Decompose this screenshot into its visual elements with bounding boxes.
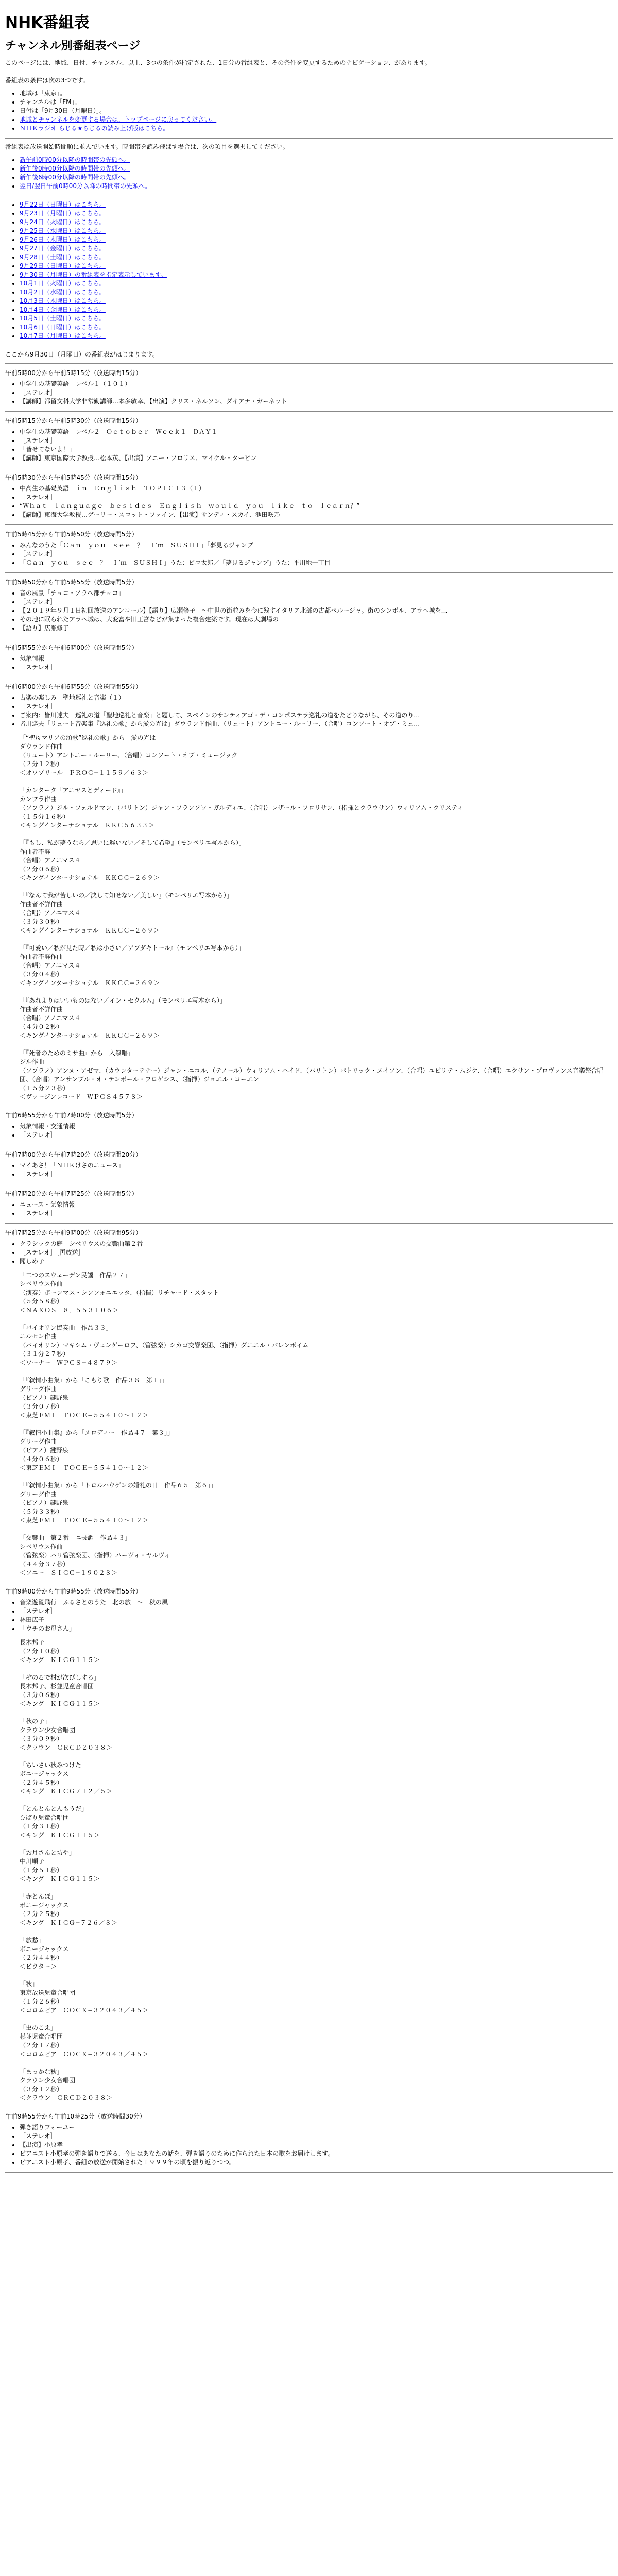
program-info: • 「ウチのお母さん」 xyxy=(20,1624,613,1633)
program-time: 午前9時00分から午前9時55分（放送時間55分） xyxy=(5,1588,142,1595)
program-info: • ［ステレオ］ xyxy=(20,436,613,445)
program-title: • 音の風景「チョコ・アラへ都チョコ」 xyxy=(20,589,613,598)
program-info: • 【２０１９年９月１日初回放送のアンコール】【語り】広瀬修子 〜中世の街並みを今に残すイタリア北部の古都ペルージャ。街のシンボル、アラへ城を… xyxy=(20,606,613,615)
date-link[interactable]: 10月7日（月曜日）はこちら。 xyxy=(20,332,106,340)
date-item xyxy=(20,306,613,314)
divider xyxy=(5,572,613,573)
program-details xyxy=(5,1161,613,1179)
program-title: • 気象情報・交通情報 xyxy=(20,1122,613,1131)
date-link[interactable]: 9月25日（水曜日）はこちら。 xyxy=(20,227,106,234)
top-page-link[interactable]: 地域とチャンネルを変更する場合は、トップページに戻ってください。 xyxy=(20,116,217,123)
program-details xyxy=(5,589,613,633)
divider xyxy=(5,363,613,364)
condition-item: • 日付は「9月30日（月曜日）」。 xyxy=(20,107,613,115)
divider xyxy=(5,2172,613,2173)
program-title: • 古楽の楽しみ 聖地巡礼と音楽（１） xyxy=(20,693,613,702)
program-info: • 「Ｃａｎ ｙｏｕ ｓｅｅ ？ Ｉ’ｍ ＳＵＳＨＩ」うた：ピコ太郎／「夢見るジャンプ」うた：平川地一丁目 xyxy=(20,558,613,567)
date-link[interactable]: 10月4日（金曜日）はこちら。 xyxy=(20,306,106,313)
program-music-detail: 「二つのスウェーデン民謡 作品２７」 シベリウス作曲 （演奏）ボーンマス・シンフォニエッタ、（指揮）リチャード・スタット （５分５８秒） ＜ＮＡＸＯＳ ８．５５３１０６＞ 「バイオリン協奏曲 作品３３」 ニルセン作曲 （バイオリン）マキシム・ヴェンゲーロフ、（管弦楽）シカゴ交響楽団、（指揮）ダニエル・バレンボイム （３１分２７秒） ＜ワーナー ＷＰＣＳ−４８７９＞ 「『叙情小曲集』から「こもり歌 作品３８ 第１」」 グリーグ作曲 （ピアノ）鍵野泉 （３分０７秒） ＜東芝ＥＭＩ ＴＯＣＥ−５５４１０〜１２＞ 「『叙情小曲集』から「メロディー 作品４７ 第３」」 グリーグ作曲 （ピアノ）鍵野泉 （４分０６秒） ＜東芝ＥＭＩ ＴＯＣＥ−５５４１０〜１２＞ 「『叙情小曲集』から「トロルハウゲンの婚礼の日 作品６５ 第６」」 グリーグ作曲 （ピアノ）鍵野泉 （５分３３秒） ＜東芝ＥＭＩ ＴＯＣＥ−５５４１０〜１２＞ 「交響曲 第２番 ニ長調 作品４３」 シベリウス作曲 （管弦楽）パリ管弦楽団、（指揮）パーヴォ・ヤルヴィ （４４分３７秒） ＜ソニー ＳＩＣＣ−１９０２８＞ xyxy=(20,1272,309,1577)
date-link[interactable]: 9月27日（金曜日）はこちら。 xyxy=(20,245,106,252)
program-info: • ［ステレオ］ xyxy=(20,1131,613,1140)
program-title: • 弾き語りフォーユー xyxy=(20,2123,613,2132)
time-skip-link[interactable]: 新午後0時00分以降の時間帯の先頭へ。 xyxy=(20,165,130,172)
program-title: • 音楽遊覧飛行 ふるさとのうた 北の旅 〜 秋の風 xyxy=(20,1598,613,1607)
program-time: 午前5時50分から午前5時55分（放送時間5分） xyxy=(5,579,138,586)
program-info: • ［ステレオ］ xyxy=(20,1170,613,1179)
date-item xyxy=(20,270,613,279)
program-title: • マイあさ！「ＮＨＫけさのニュース」 xyxy=(20,1161,613,1170)
date-link[interactable]: 9月24日（火曜日）はこちら。 xyxy=(20,218,106,226)
program-title: • 中学生の基礎英語 レベル１（１０１） xyxy=(20,380,613,388)
date-item xyxy=(20,235,613,244)
program-info: • ご案内：皆川達夫 巡礼の道「聖地巡礼と音楽」と題して、スペインのサンティアゴ・デ・コンポステラ巡礼の道をたどりながら、その道のり… xyxy=(20,711,613,720)
program-info: • 聞しめ子 xyxy=(20,1257,613,1266)
date-item xyxy=(20,297,613,306)
conditions-intro: 番組表の条件は次の3つです。 xyxy=(5,77,89,84)
program-details xyxy=(5,1240,613,1266)
program-details xyxy=(5,2123,613,2167)
program-time: 午前6時55分から午前7時00分（放送時間5分） xyxy=(5,1112,138,1119)
date-item xyxy=(20,262,613,270)
date-item xyxy=(20,200,613,209)
program-info: • “Ｗｈａｔ ｌａｎｇｕａｇｅ ｂｅｓｉｄｅｓ Ｅｎｇｌｉｓｈ ｗｏｕｌｄ ｙｏｕ ｌｉｋｅ ｔｏ ｌｅａｒｎ？” xyxy=(20,502,613,511)
program-info: • ピアニスト小原孝の弾き語りで送る、今日はあなたの話を、弾き語りのために作られた日本の歌をお届けします。 xyxy=(20,2149,613,2158)
date-link[interactable]: 9月28日（土曜日）はこちら。 xyxy=(20,253,106,261)
program-title: • みんなのうた「Ｃａｎ ｙｏｕ ｓｅｅ ？ Ｉ’ｍ ＳＵＳＨＩ」「夢見るジャンプ」 xyxy=(20,541,613,550)
date-item xyxy=(20,218,613,227)
condition-item: • 地域は「東京」。 xyxy=(20,89,613,98)
program-info: • 【語り】広瀬修子 xyxy=(20,624,613,633)
program-music-detail: 「“聖母マリアの頌歌”巡礼の歌」から 愛の光は ダウランド作曲 （リュート）アントニー・ルーリー、（合唱）コンソート・オブ・ミュージック （２分１２秒） ＜オワゾリール ＰＲＯＣ−１１５９／６３＞ 「カンタータ『アニヤスとディード』」 カンプラ作曲 （ソプラノ）ジル・フェルドマン、（バリトン）ジャン・フランソワ・ガルディエ、（合唱）レザール・フロリサン、（指揮とクラウサン）ウィリアム・クリスティ （１５分１６秒） ＜キングインターナショナル ＫＫＣ５６３３＞ 「『もし、私が夢うなら／思いに遅いない／そして希望』（モンペリエ写本から）」 作曲者不詳 （合唱）アノニマス４ （２分０６秒） ＜キングインターナショナル ＫＫＣＣ−２６９＞ 「『なんて我が苦しいの／決して知せない／美しい』（モンペリエ写本から）」 作曲者不詳作曲 （合唱）アノニマス４ （３分３０秒） ＜キングインターナショナル ＫＫＣＣ−２６９＞ 「『可愛い／私が見た時／私は小さい／アブダキトール』（モンペリエ写本から）」 作曲者不詳作曲 （合唱）アノニマス４ （３分０４秒） ＜キングインターナショナル ＫＫＣＣ−２６９＞ 「『あれよりはいいものはない／イン・セクルム』（モンペリエ写本から）」 作曲者不詳作曲 （合唱）アノニマス４ （４分０２秒） ＜キングインターナショナル ＫＫＣＣ−２６９＞ 「『死者のためのミサ曲』から 入祭唱」 ジル作曲 （ソプラノ）アンヌ・アゼマ、（カウンターテナー）ジャン・ニコル、（テノール）ウィリアム・ハイド、（バリトン）パトリック・メイソン、（合唱）ユビリテ・ムジケ、（合唱）エクサン・プロヴァンス音楽祭合唱団、（合唱）アンサンブル・オ・テンポール・フロゲシス、（指揮）ジョエル・コーエン （１５分２３秒） ＜ヴァージンレコード ＷＰＣＳ４５７８＞ xyxy=(20,734,604,1100)
page-description: このページには、地域、日付、チャンネル、以上、3つの条件が指定された、1日分の番組表と、その条件を変更するためのナビゲーション、があります。 xyxy=(5,59,431,66)
date-item xyxy=(20,288,613,297)
date-item xyxy=(20,253,613,262)
page-title: NHK番組表 xyxy=(5,14,90,32)
program-music-detail: 長木邦子 （２分１０秒） ＜キング ＫＩＣＧ１１５＞ 「ぞのるで村が次びしする」 長木邦子、杉並児童合唱団 （３分０６秒） ＜キング ＫＩＣＧ１１５＞ 「秋の子」 クラウン少女合唱団 （３分０９秒） ＜クラウン ＣＲＣＤ２０３８＞ 「ちいさい秋みつけた」 ボニージャックス （２分４５秒） ＜キング ＫＩＣＧ７１２／５＞ 「とんとんとんもうだ」 ひばり児童合唱団 （１分３１秒） ＜キング ＫＩＣＧ１１５＞ 「お月さんと坊や」 中川順子 （１分５１秒） ＜キング ＫＩＣＧ１１５＞ 「赤とんぼ」 ボニージャックス （２分２５秒） ＜キング ＫＩＣＧ−７２６／８＞ 「旅愁」 ボニージャックス （２分４４秒） ＜ビクター＞ 「秋」 東京放送児童合唱団 （１分２６秒） ＜コロムビア ＣＯＣＸ−３２０４３／４５＞ 「虫のこえ」 杉並児童合唱団 （２分１７秒） ＜コロムビア ＣＯＣＸ−３２０４３／４５＞ 「まっかな秋」 クラウン少女合唱団 （３分１２秒） ＜クラウン ＣＲＣＤ２０３８＞ xyxy=(20,1639,149,2102)
program-info: • 「皆せてないよ！」 xyxy=(20,445,613,454)
program-details xyxy=(5,484,613,519)
program-info: • その地に眠られたアラへ城は、大変富や旧王宮などが集まった複合建築です。現在は大劇場の xyxy=(20,615,613,624)
schedule-start: ここから9月30日（月曜日）の番組表がはじまります。 xyxy=(5,351,159,358)
program-list xyxy=(5,369,613,2173)
program-details xyxy=(5,380,613,406)
conditions-list xyxy=(5,89,613,133)
program-title: • 中学生の基礎英語 レベル２ Ｏｃｔｏｂｅｒ Ｗｅｅｋ１ ＤＡＹ１ xyxy=(20,428,613,436)
program-details xyxy=(5,654,613,672)
time-skip-link[interactable]: 新午後6時00分以降の時間帯の先頭へ。 xyxy=(20,174,130,181)
condition-item: • チャンネルは「FM」。 xyxy=(20,98,613,107)
condition-link-item xyxy=(20,124,613,133)
date-item xyxy=(20,279,613,288)
dates-intro: 番組表は放送開始時間順に並んでいます。時間帯を読み飛ばす場合は、次の項目を選択してください。 xyxy=(5,143,289,150)
date-link[interactable]: 9月29日（日曜日）はこちら。 xyxy=(20,262,106,269)
program-time: 午前5時45分から午前5時50分（放送時間5分） xyxy=(5,531,138,538)
program-time: 午前5時00分から午前5時15分（放送時間15分） xyxy=(5,369,142,377)
date-link[interactable]: 10月2日（水曜日）はこちら。 xyxy=(20,289,106,296)
date-link[interactable]: 9月30日（月曜日）の番組表を指定表示しています。 xyxy=(20,271,167,278)
program-time: 午前7時25分から午前9時00分（放送時間95分） xyxy=(5,1229,142,1236)
program-details xyxy=(5,1200,613,1218)
date-link[interactable]: 10月3日（木曜日）はこちら。 xyxy=(20,297,106,304)
time-skip-link[interactable]: 新午前0時00分以降の時間帯の先頭へ。 xyxy=(20,156,130,163)
date-item xyxy=(20,323,613,332)
date-link[interactable]: 10月1日（火曜日）はこちら。 xyxy=(20,280,106,287)
program-time: 午前7時00分から午前7時20分（放送時間20分） xyxy=(5,1151,142,1158)
divider xyxy=(5,1223,613,1224)
condition-link-item xyxy=(20,115,613,124)
divider xyxy=(5,411,613,412)
date-item xyxy=(20,209,613,218)
program-info: • ［ステレオ］ xyxy=(20,598,613,606)
radiru-link[interactable]: ＮＨＫラジオ らじる★らじるの読み上げ版はこちら。 xyxy=(20,125,169,132)
program-info: • 林田広子 xyxy=(20,1616,613,1624)
program-time: 午前6時00分から午前6時55分（放送時間55分） xyxy=(5,683,142,690)
date-link[interactable]: 9月23日（月曜日）はこちら。 xyxy=(20,210,106,217)
program-details xyxy=(5,428,613,463)
page-subtitle: チャンネル別番組表ページ xyxy=(5,40,141,53)
program-info: • ［ステレオ］ xyxy=(20,1607,613,1616)
program-info: • ［ステレオ］ xyxy=(20,1209,613,1218)
date-item xyxy=(20,314,613,323)
date-item xyxy=(20,244,613,253)
program-time: 午前5時30分から午前5時45分（放送時間15分） xyxy=(5,474,142,481)
date-item xyxy=(20,227,613,235)
program-info: • ［ステレオ］ xyxy=(20,663,613,672)
program-info: • ［ステレオ］ xyxy=(20,388,613,397)
time-skip-list xyxy=(5,156,613,191)
divider xyxy=(5,138,613,139)
program-details xyxy=(5,541,613,567)
program-time: 午前7時20分から午前7時25分（放送時間5分） xyxy=(5,1190,138,1197)
date-list xyxy=(5,200,613,341)
program-time: 午前5時55分から午前6時00分（放送時間5分） xyxy=(5,644,138,651)
program-info: • ［ステレオ］ xyxy=(20,550,613,558)
program-title: • 中高生の基礎英語 ｉｎ Ｅｎｇｌｉｓｈ ＴＯＰＩＣ１３（１） xyxy=(20,484,613,493)
program-info: • 【講師】都留文科大学非常勤講師…本多敏幸、【出演】クリス・ネルソン、ダイアナ・ガーネット xyxy=(20,397,613,406)
program-info: • ピアニスト小原孝、番組の放送が開始された１９９９年の頃を振り返りつつ。 xyxy=(20,2158,613,2167)
date-item xyxy=(20,332,613,341)
program-details xyxy=(5,1598,613,1633)
program-info: • ［ステレオ］ xyxy=(20,493,613,502)
date-link[interactable]: 9月26日（木曜日）はこちら。 xyxy=(20,236,106,243)
program-info: • ［ステレオ］ xyxy=(20,702,613,711)
program-info: • 皆川達夫「リュート音楽集『巡礼の歌』から愛の光は」ダウランド作曲、（リュート）アントニー・ルーリー、（合唱）コンソート・オブ・ミュ… xyxy=(20,720,613,728)
program-title: • 気象情報 xyxy=(20,654,613,663)
program-info: • 【講師】東京国際大学教授…松本茂、【出演】アニー・フロリス、マイケル・ターピン xyxy=(20,454,613,463)
program-title: • クラシックの庭 シベリウスの交響曲第２番 xyxy=(20,1240,613,1248)
program-info: • 【講師】東海大学教授…ゲーリー・スコット・ファイン、【出演】サンディ・スカイ、池田咲乃 xyxy=(20,511,613,519)
program-details xyxy=(5,1122,613,1140)
program-info: • 【出演】小原孝 xyxy=(20,2141,613,2149)
program-details xyxy=(5,693,613,728)
program-time: 午前5時15分から午前5時30分（放送時間15分） xyxy=(5,417,142,425)
program-time: 午前9時55分から午前10時25分（放送時間30分） xyxy=(5,2113,146,2120)
program-info: • ［ステレオ］［再放送］ xyxy=(20,1248,613,1257)
program-info: • ［ステレオ］ xyxy=(20,2132,613,2141)
divider xyxy=(5,524,613,525)
date-link[interactable]: 10月5日（土曜日）はこちら。 xyxy=(20,315,106,322)
date-link[interactable]: 9月22日（日曜日）はこちら。 xyxy=(20,201,106,208)
time-skip-link[interactable]: 翌日/翌日午前0時00分以降の時間帯の先頭へ。 xyxy=(20,182,151,190)
date-link[interactable]: 10月6日（日曜日）はこちら。 xyxy=(20,324,106,331)
program-title: • ニュース・気象情報 xyxy=(20,1200,613,1209)
